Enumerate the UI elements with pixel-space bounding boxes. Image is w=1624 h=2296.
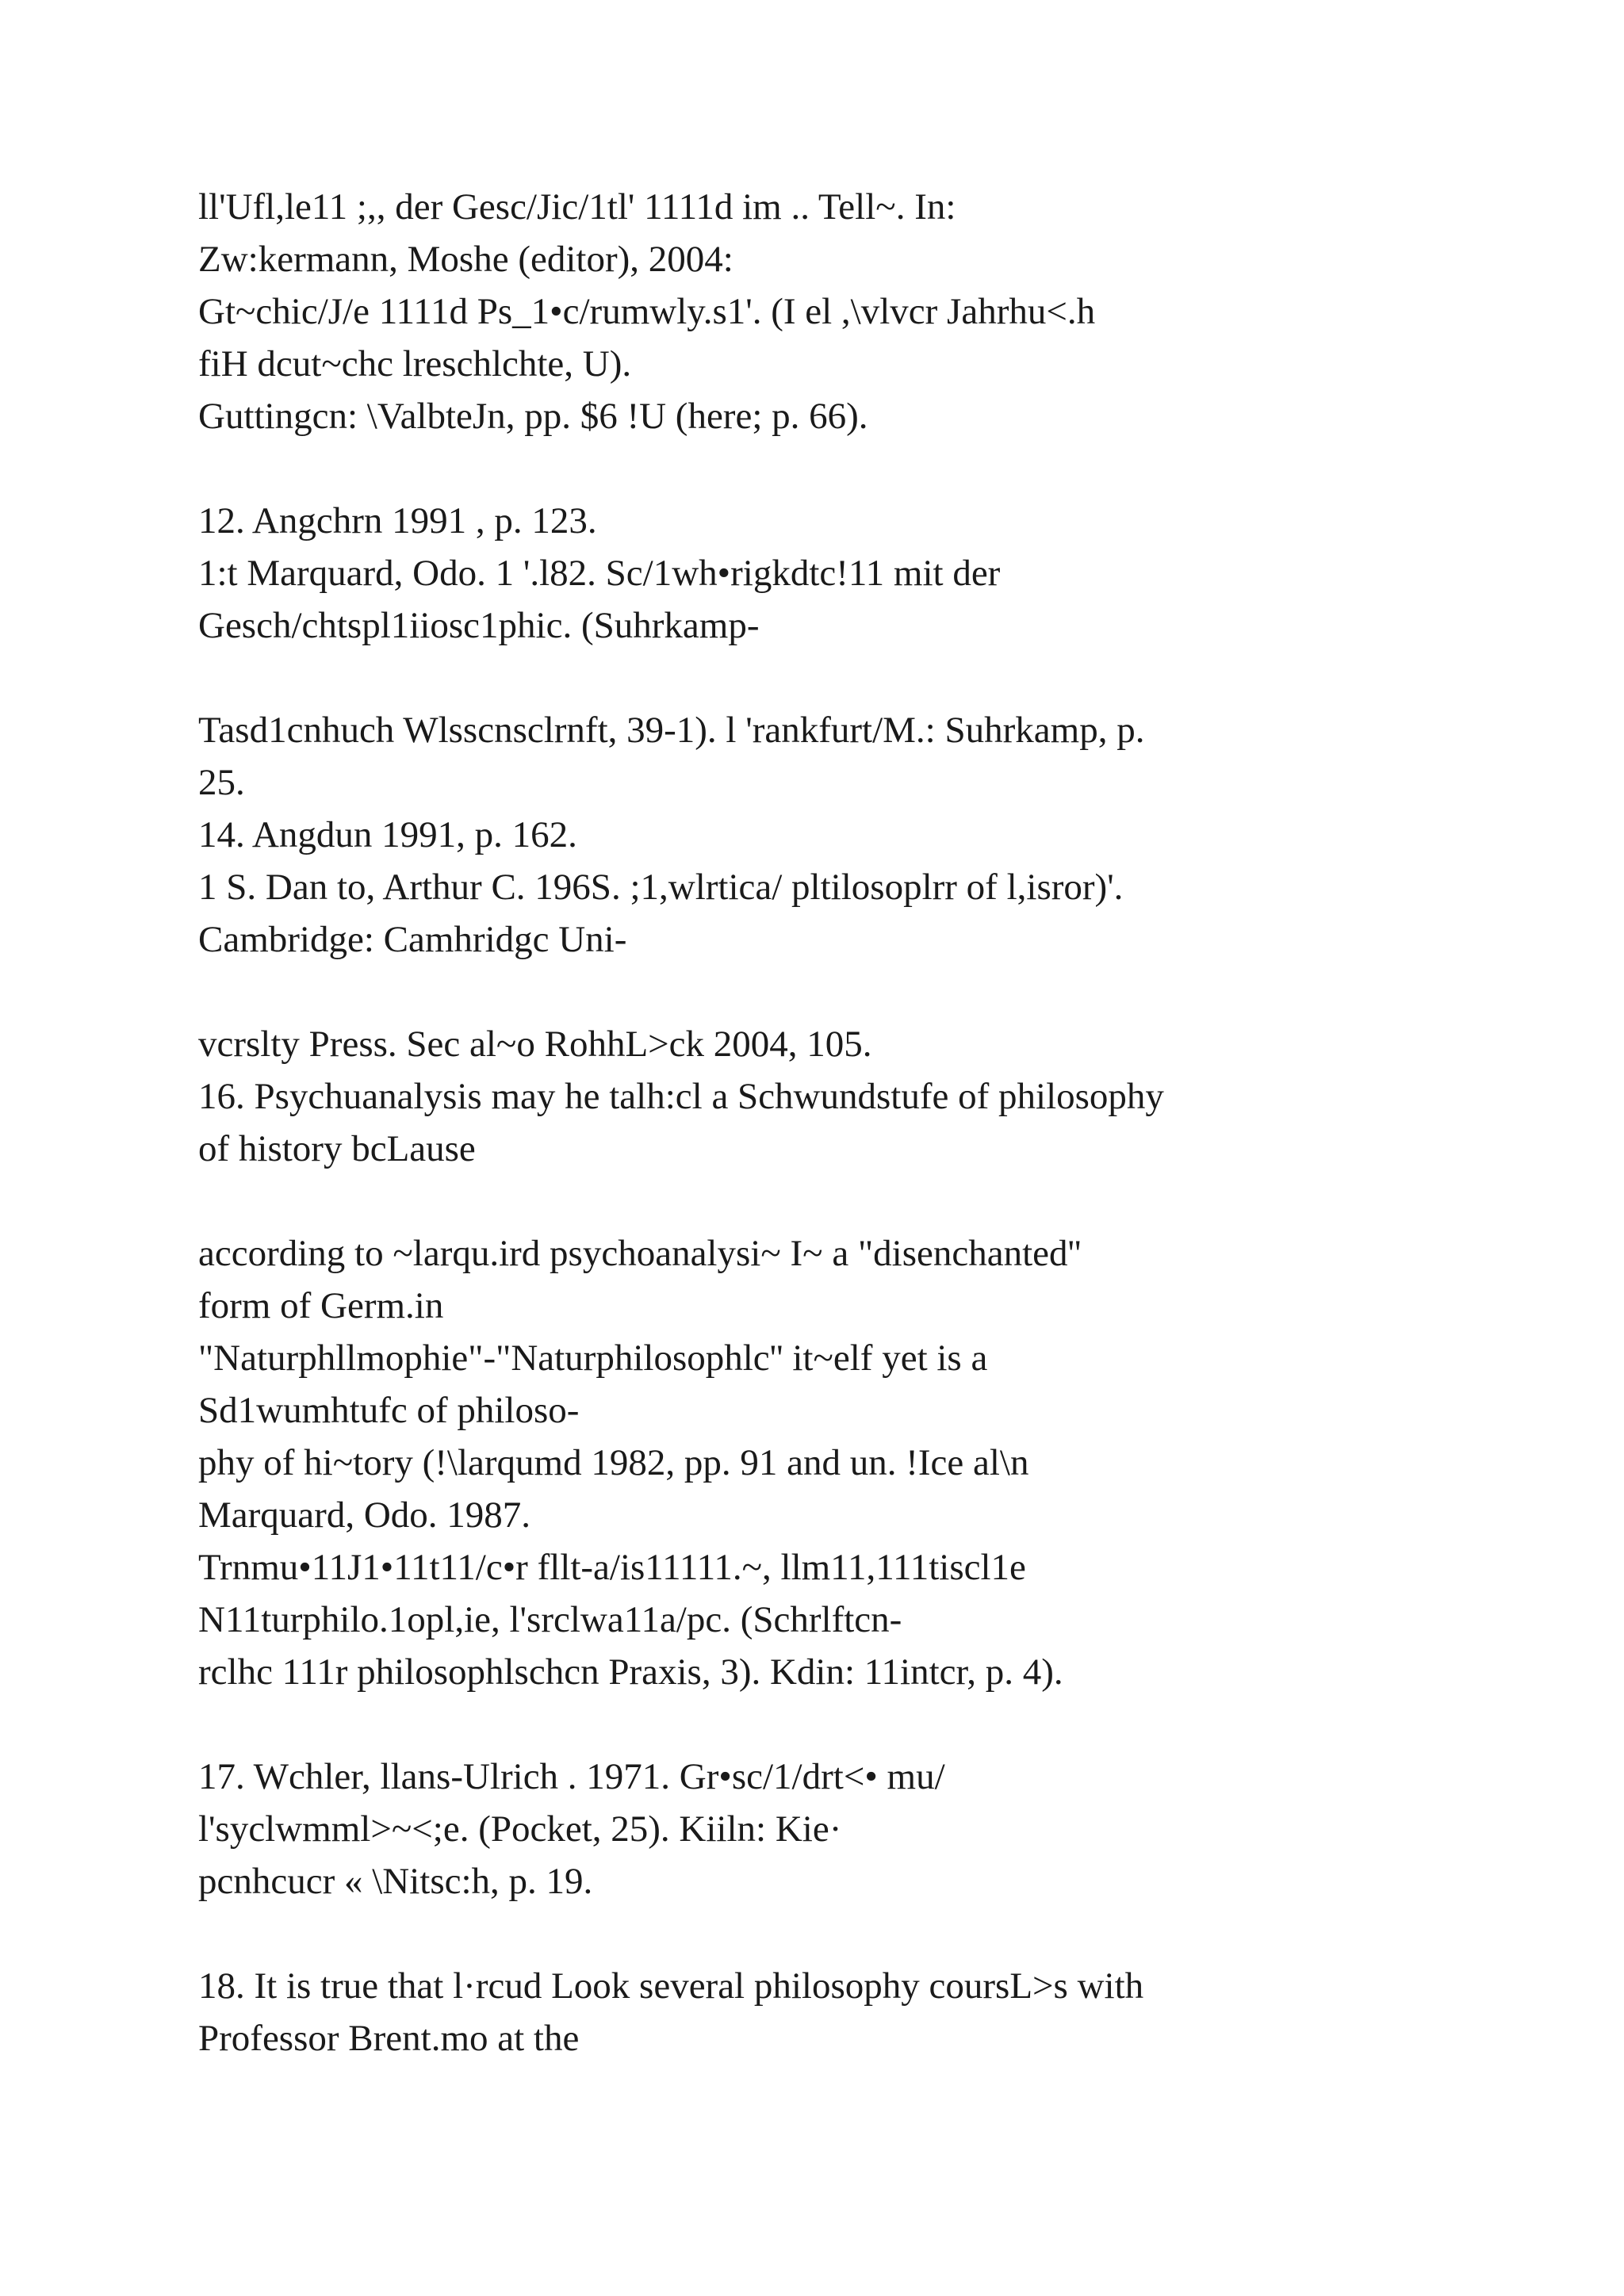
- text-line: 12. Angchrn 1991 , p. 123.: [198, 500, 597, 541]
- text-line: fiH dcut~chc lreschlchte, U).: [198, 343, 632, 385]
- text-line: 18. It is true that l·rcud Look several philosophy coursL>s with: [198, 1965, 1144, 2007]
- text-line: Gt~chic/J/e 1111d Ps_1•c/rumwly.s1'. (I el ,\vlvcr Jahrhu<.h: [198, 291, 1096, 332]
- text-line: Guttingcn: \ValbteJn, pp. $6 !U (here; p. 66).: [198, 396, 868, 437]
- text-block-7: [198, 1960, 1483, 2064]
- text-block-4: [198, 1018, 1483, 1175]
- text-line: 25.: [198, 762, 245, 803]
- text-line: of history bcLause: [198, 1128, 476, 1169]
- text-line: vcrslty Press. Sec al~o RohhL>ck 2004, 105.: [198, 1024, 872, 1065]
- text-block-1: [198, 181, 1483, 442]
- text-line: pcnhcucr « \Nitsc:h, p. 19.: [198, 1861, 593, 1902]
- text-line: Professor Brent.mo at the: [198, 2018, 580, 2059]
- text-line: Trnmu•11J1•11t11/c•r fllt-a/is11111.~, llm11,111tiscl1e: [198, 1547, 1026, 1588]
- text-line: 16. Psychuanalysis may he talh:cl a Schwundstufe of philosophy: [198, 1076, 1164, 1117]
- text-line: l'syclwmml>~<;e. (Pocket, 25). Kiiln: Kie·: [198, 1808, 842, 1850]
- text-block-3: [198, 704, 1483, 966]
- text-line: Gesch/chtspl1iiosc1phic. (Suhrkamp-: [198, 605, 760, 646]
- text-line: 14. Angdun 1991, p. 162.: [198, 814, 577, 855]
- text-line: 17. Wchler, llans-Ulrich . 1971. Gr•sc/1/drt<• mu/: [198, 1756, 945, 1797]
- text-block-5: [198, 1227, 1483, 1698]
- text-line: N11turphilo.1opl,ie, l'srclwa11a/pc. (Schrlftcn-: [198, 1599, 902, 1640]
- text-line: 1:t Marquard, Odo. 1 '.l82. Sc/1wh•rigkdtc!11 mit der: [198, 553, 1001, 594]
- text-line: phy of hi~tory (!\larqumd 1982, pp. 91 and un. !Ice al\n: [198, 1442, 1029, 1483]
- text-line: form of Germ.in: [198, 1285, 444, 1326]
- document-page: [198, 181, 1483, 2117]
- text-line: "Naturphllmophie"-"Naturphilosophlc'' it~elf yet is a: [198, 1337, 988, 1379]
- text-line: 1 S. Dan to, Arthur C. 196S. ;1,wlrtica/ pltilosoplrr of l,isror)'.: [198, 867, 1124, 908]
- text-block-6: [198, 1751, 1483, 1908]
- text-line: rclhc 111r philosophlschcn Praxis, 3). Kdin: 11intcr, p. 4).: [198, 1651, 1063, 1693]
- text-line: Sd1wumhtufc of philoso-: [198, 1390, 580, 1431]
- text-line: according to ~larqu.ird psychoanalysi~ I~ a "disenchanted'': [198, 1233, 1082, 1274]
- text-line: Zw:kermann, Moshe (editor), 2004:: [198, 239, 733, 280]
- text-line: ll'Ufl,le11 ;,, der Gesc/Jic/1tl' 1111d im .. Tell~. In:: [198, 186, 956, 228]
- text-line: Tasd1cnhuch Wlsscnsclrnft, 39-1). l 'rankfurt/M.: Suhrkamp, p.: [198, 710, 1145, 751]
- text-block-2: [198, 495, 1483, 652]
- text-line: Cambridge: Camhridgc Uni-: [198, 919, 627, 960]
- text-line: Marquard, Odo. 1987.: [198, 1494, 531, 1536]
